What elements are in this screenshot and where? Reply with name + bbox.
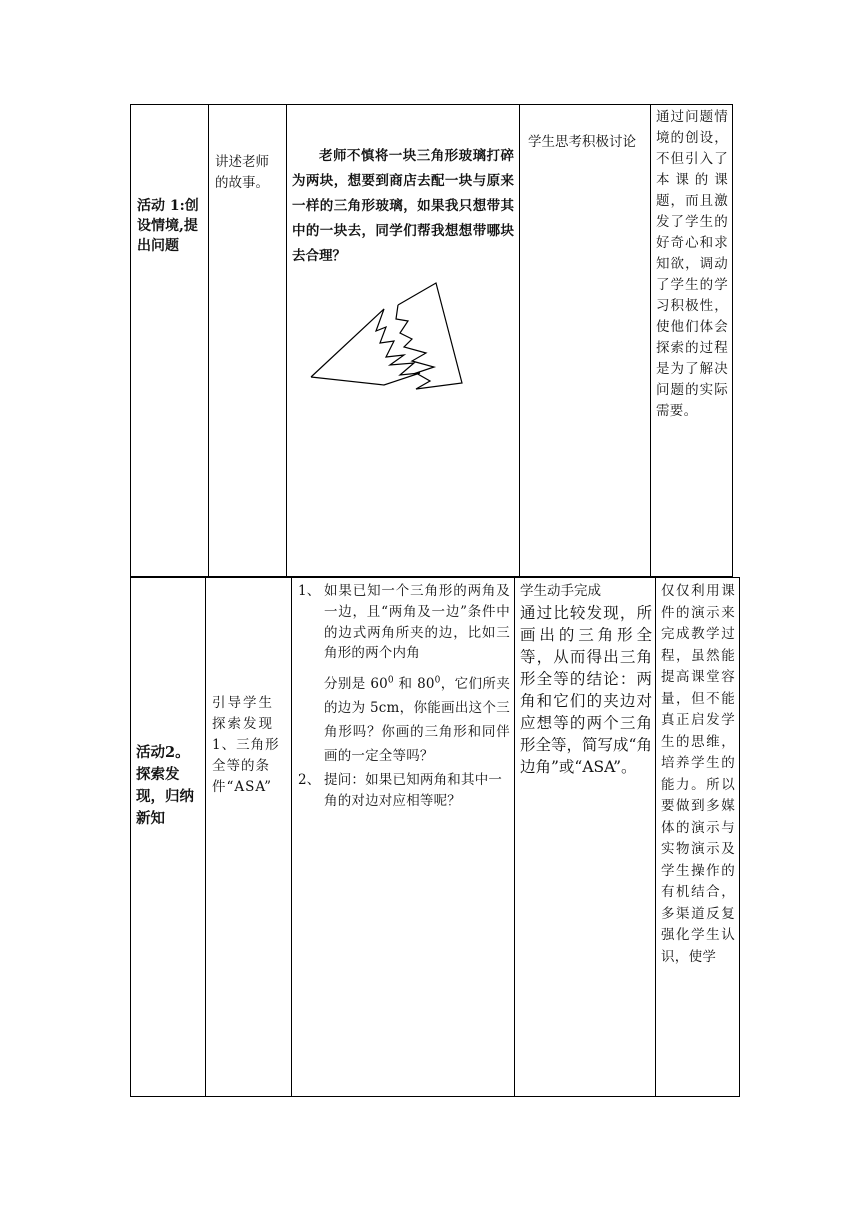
question-1-angle1: 分别是 60 [324,676,388,693]
table1-border-right [732,104,733,577]
question-1 [298,581,510,768]
table2-bottom-border [130,1096,740,1097]
student-task-text: 学生动手完成 [520,583,601,599]
story-text: 老师不慎将一块三角形玻璃打碎为两块，想要到商店去配一块与原来一样的三角形玻璃，如果我只想带其中的一块去，同学们帮我想想带哪块去合理？ [292,148,514,264]
question-1-text-b: ，它们所夹的边为 5cm，你能画出这个三角形吗？你画的三角形和同伴画的一定全等吗？ [324,676,511,765]
table1-border-c4 [650,104,651,577]
teacher-guide-text: 引导学生探索发现 [212,695,274,732]
table2-border-c1 [205,577,206,1097]
student-activity-2 [520,581,652,778]
teacher-activity-2 [212,693,288,798]
table1-border-c3 [519,104,520,577]
asa-condition-title: 1、三角形全等的条件“ASA” [212,737,280,795]
student-activity-1: 学生思考积极讨论 [528,134,636,150]
student-conclusion-text: 通过比较发现，所画出的三角形全等，从而得出三角形全等的结论：两角和它们的夹边对应想等的两个三角形全等，简写成“角边角”或“ASA”。 [520,604,652,776]
table1-border-c2 [286,104,287,577]
broken-triangle-figure [304,277,504,407]
activity-2-title: 活动2。探索发现，归纳新知 [136,744,194,827]
content-activity-1 [292,144,514,407]
table1-top-border [130,104,733,105]
teacher-activity-1: 讲述老师的故事。 [215,154,269,191]
table2-border-c4 [655,577,656,1097]
degree-sup-1: 0 [387,675,394,686]
question-1-number: 1、 [298,583,321,599]
design-reason-1: 通过问题情境的创设，不但引入了本课的课题，而且激发了学生的好奇心和求知欲，调动了学生的学习积极性，使他们体会探索的过程是为了解决问题的实际需要。 [656,109,728,419]
design-reason-2: 仅仅利用课件的演示来完成教学过程，虽然能提高课堂容量，但不能真正启发学生的思维，培养学生的能力。所以要做到多媒体的演示与实物演示及学生操作的有机结合，多渠道反复强化学生认识，使学 [661,583,735,965]
table2-border-c3 [514,577,515,1097]
question-2-text: 提问：如果已知两角和其中一角的对边对应相等呢？ [324,772,503,809]
question-2-number: 2、 [298,772,321,789]
content-activity-2 [298,581,510,812]
table2-border-c2 [291,577,292,1097]
question-1-angle2: 和 80 [398,676,435,693]
degree-sup-2: 0 [434,675,441,686]
question-1-text-a: 如果已知一个三角形的两角及一边，且“两角及一边”条件中的边式两角所夹的边，比如三角形的两个内角 [324,583,510,662]
table1-border-left [130,104,131,577]
table2-top-border [130,577,740,578]
question-2 [298,770,510,812]
table1-border-c1 [208,104,209,577]
table2-border-left [130,577,131,1097]
activity-1-title: 活动 1:创设情境,提出问题 [137,198,199,254]
table2-border-right [739,577,740,1097]
